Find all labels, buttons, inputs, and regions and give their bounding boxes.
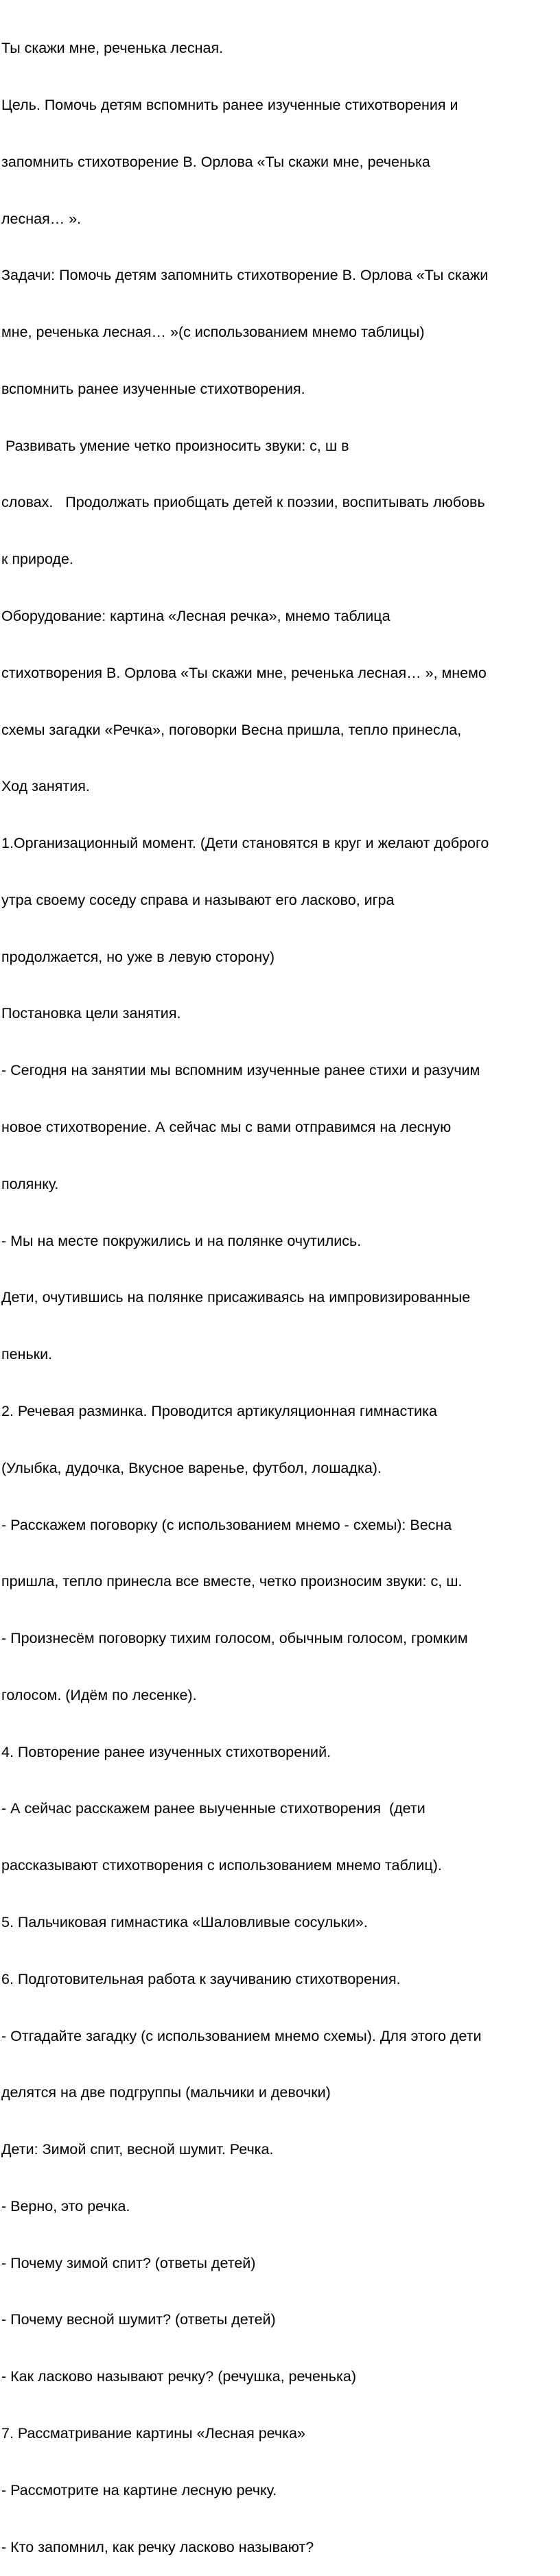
body-line: полянку.: [1, 1175, 59, 1192]
title-line: Ты скажи мне, реченька лесная.: [1, 40, 224, 57]
body-line: продолжается, но уже в левую сторону): [1, 948, 275, 965]
body-line: пришла, тепло принесла все вместе, четко произносим звуки: с, ш.: [1, 1573, 463, 1590]
body-line: 4. Повторение ранее изученных стихотворений.: [1, 1743, 331, 1760]
body-line: - Как ласково называют речку? (речушка, реченька): [1, 2368, 356, 2385]
body-line: - Почему весной шумит? (ответы детей): [1, 2311, 276, 2328]
body-line: - Произнесём поговорку тихим голосом, обычным голосом, громким: [1, 1630, 468, 1647]
equipment-line: Оборудование: картина «Лесная речка», мнемо таблица: [1, 608, 390, 624]
body-line: - Отгадайте загадку (с использованием мнемо схемы). Для этого дети: [1, 2027, 482, 2044]
body-line: Дети, очутившись на полянке присаживаясь на импровизированные: [1, 1289, 471, 1306]
body-line: утра своему соседу справа и называют его ласково, игра: [1, 891, 395, 908]
section-heading: Ход занятия.: [1, 778, 90, 795]
body-line: (Улыбка, дудочка, Вкусное варенье, футбол, лошадка).: [1, 1459, 382, 1476]
body-line: - А сейчас расскажем ранее выученные стихотворения (дети: [1, 1800, 425, 1817]
body-line: пеньки.: [1, 1346, 53, 1363]
body-line: Постановка цели занятия.: [1, 1005, 181, 1022]
body-line: 7. Рассматривание картины «Лесная речка»: [1, 2425, 305, 2442]
goal-line: лесная… ».: [1, 210, 82, 227]
body-line: - Расскажем поговорку (с использованием мнемо - схемы): Весна: [1, 1516, 452, 1533]
body-line: 5. Пальчиковая гимнастика «Шаловливые сосульки».: [1, 1913, 368, 1930]
body-line: Дети: Зимой спит, весной шумит. Речка.: [1, 2141, 274, 2158]
body-line: делятся на две подгруппы (мальчики и девочки): [1, 2084, 331, 2101]
tasks-line: вспомнить ранее изученные стихотворения.: [1, 380, 305, 397]
body-line: - Кто запомнил, как речку ласково называют?: [1, 2538, 314, 2555]
equipment-line: стихотворения В. Орлова «Ты скажи мне, реченька лесная… », мнемо: [1, 664, 487, 681]
body-line: - Почему зимой спит? (ответы детей): [1, 2254, 256, 2271]
body-line: 6. Подготовительная работа к заучиванию стихотворения.: [1, 1970, 401, 1987]
tasks-line: словах. Продолжать приобщать детей к поэзии, воспитывать любовь: [1, 494, 485, 511]
body-line: - Сегодня на занятии мы вспомним изученные ранее стихи и разучим: [1, 1062, 480, 1079]
goal-line: запомнить стихотворение В. Орлова «Ты скажи мне, реченька: [1, 153, 430, 170]
tasks-line: Развивать умение четко произносить звуки: с, ш в: [1, 437, 349, 454]
body-line: - Рассмотрите на картине лесную речку.: [1, 2481, 277, 2498]
equipment-line: схемы загадки «Речка», поговорки Весна пришла, тепло принесла,: [1, 721, 462, 738]
tasks-line: к природе.: [1, 551, 73, 568]
body-line: - Мы на месте покружились и на полянке очутились.: [1, 1232, 362, 1249]
tasks-line: мне, реченька лесная… »(с использованием мнемо таблицы): [1, 324, 425, 341]
body-line: - Верно, это речка.: [1, 2197, 130, 2214]
body-line: 2. Речевая разминка. Проводится артикуляционная гимнастика: [1, 1402, 437, 1419]
tasks-line: Задачи: Помочь детям запомнить стихотворение В. Орлова «Ты скажи: [1, 267, 489, 284]
goal-line: Цель. Помочь детям вспомнить ранее изученные стихотворения и: [1, 96, 458, 113]
body-line: новое стихотворение. А сейчас мы с вами отправимся на лесную: [1, 1119, 452, 1136]
body-line: голосом. (Идём по лесенке).: [1, 1686, 197, 1703]
body-line: рассказывают стихотворения с использованием мнемо таблиц).: [1, 1857, 442, 1874]
body-line: 1.Организационный момент. (Дети становятся в круг и желают доброго: [1, 835, 489, 852]
